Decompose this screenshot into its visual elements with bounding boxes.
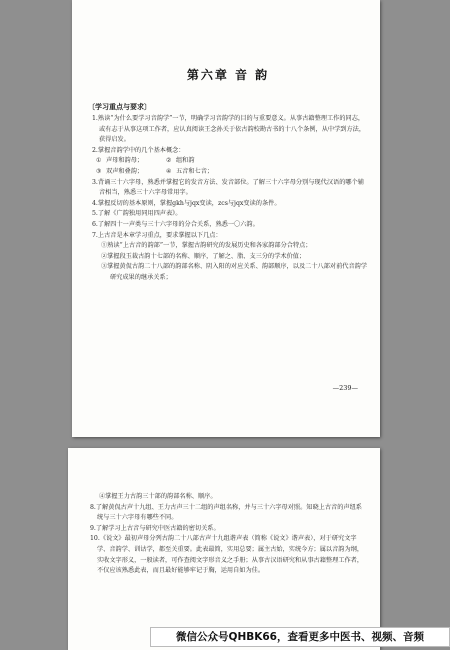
section-heading: 〔学习重点与要求〕	[88, 102, 151, 111]
sub-list-item: ③掌握黄侃古韵二十八部的韵部名称、阴入阳的对应关系、韵部顺序，以及二十八部对前代音韵学研究成果的继承关系；	[101, 263, 368, 281]
sub-list-item: ④掌握王力古韵三十部的韵部名称、顺序。	[99, 493, 217, 500]
document-page-2	[68, 448, 380, 650]
concept-number: ①	[96, 157, 102, 165]
list-item: 2.掌握音韵学中的几个基本概念：	[92, 146, 185, 154]
concept-text: 双声和叠韵；	[106, 167, 144, 175]
list-item: 10.《说文》最初声母分列古韵二十八部古声十九组谐声表（简称《说文》谐声表），对于研究文字学、音韵学、训诂学，都至关重要。此表最简，实用总要；属主古始，实统今方；属以音韵为纲，实收文字形义，一般读者，可作查阅文字形音义之手册；从事古汉语研究和从事古籍整理工作者，不仅应该熟悉此表，而且最好能够牢记于胸，运用自如为佳。	[90, 535, 364, 575]
list-item: 1.熟读“为什么要学习音韵学”一节，明确学习音韵学的目的与重要意义。从事古籍整理工作的同志，或有志于从事这项工作者，应认真阅读王念孙关于依古韵校勘古书的十八个条例，从中学到方法，获得启发。	[92, 115, 366, 144]
page-2-content	[86, 492, 364, 577]
list-item: 9.了解学习上古音与研究中医古籍的密切关系。	[90, 524, 220, 532]
page-number: —239—	[332, 384, 358, 392]
list-item: 8.了解黄侃古声十九组、王力古声三十二组的声组名称，并与三十六字母对照。知晓上古音的声纽系统与三十六字母有哪些不同。	[90, 503, 362, 522]
document-page-1	[72, 0, 380, 437]
concept-text: 组和韵	[176, 157, 195, 165]
list-item: 7.上古音是本章学习重点，要求掌握以下几点：	[92, 231, 222, 239]
concept-text: 五音和七音；	[176, 167, 214, 175]
concept-number: ③	[96, 167, 102, 175]
concept-list	[88, 156, 368, 177]
concept-number: ②	[166, 157, 172, 165]
chapter-title: 第六章 音 韵	[186, 68, 270, 82]
list-item: 6.了解四十一声类与三十六字母的分合关系，熟悉一〇六韵。	[92, 220, 259, 228]
watermark-banner: 微信公众号QHBK66，查看更多中医书、视频、音频	[150, 627, 450, 647]
concept-number: ④	[166, 167, 172, 175]
page-1-content	[88, 66, 368, 284]
list-item: 5.了解《广韵独用同用四声表》。	[92, 210, 182, 218]
sub-list-item: ①熟读“上古音的韵部”一节，掌握古韵研究的发展历史和各家韵部分合特点；	[101, 242, 312, 250]
concept-text: 声母和韵母；	[106, 157, 144, 165]
sub-list-item: ②掌握段玉裁古韵十七部的名称、顺序，了解之、脂、支三分的学术价值；	[101, 252, 306, 260]
list-item: 3.背诵三十六字母，熟悉并掌握它的发音方法、发音部位。了解三十六字母分别与现代汉语的哪个辅音相当，熟悉三十六字母常用字。	[92, 178, 364, 197]
list-item: 4.掌握反切的基本原则，掌握gkh与jqx变读，zcs与jqx变读的条件。	[92, 199, 281, 207]
